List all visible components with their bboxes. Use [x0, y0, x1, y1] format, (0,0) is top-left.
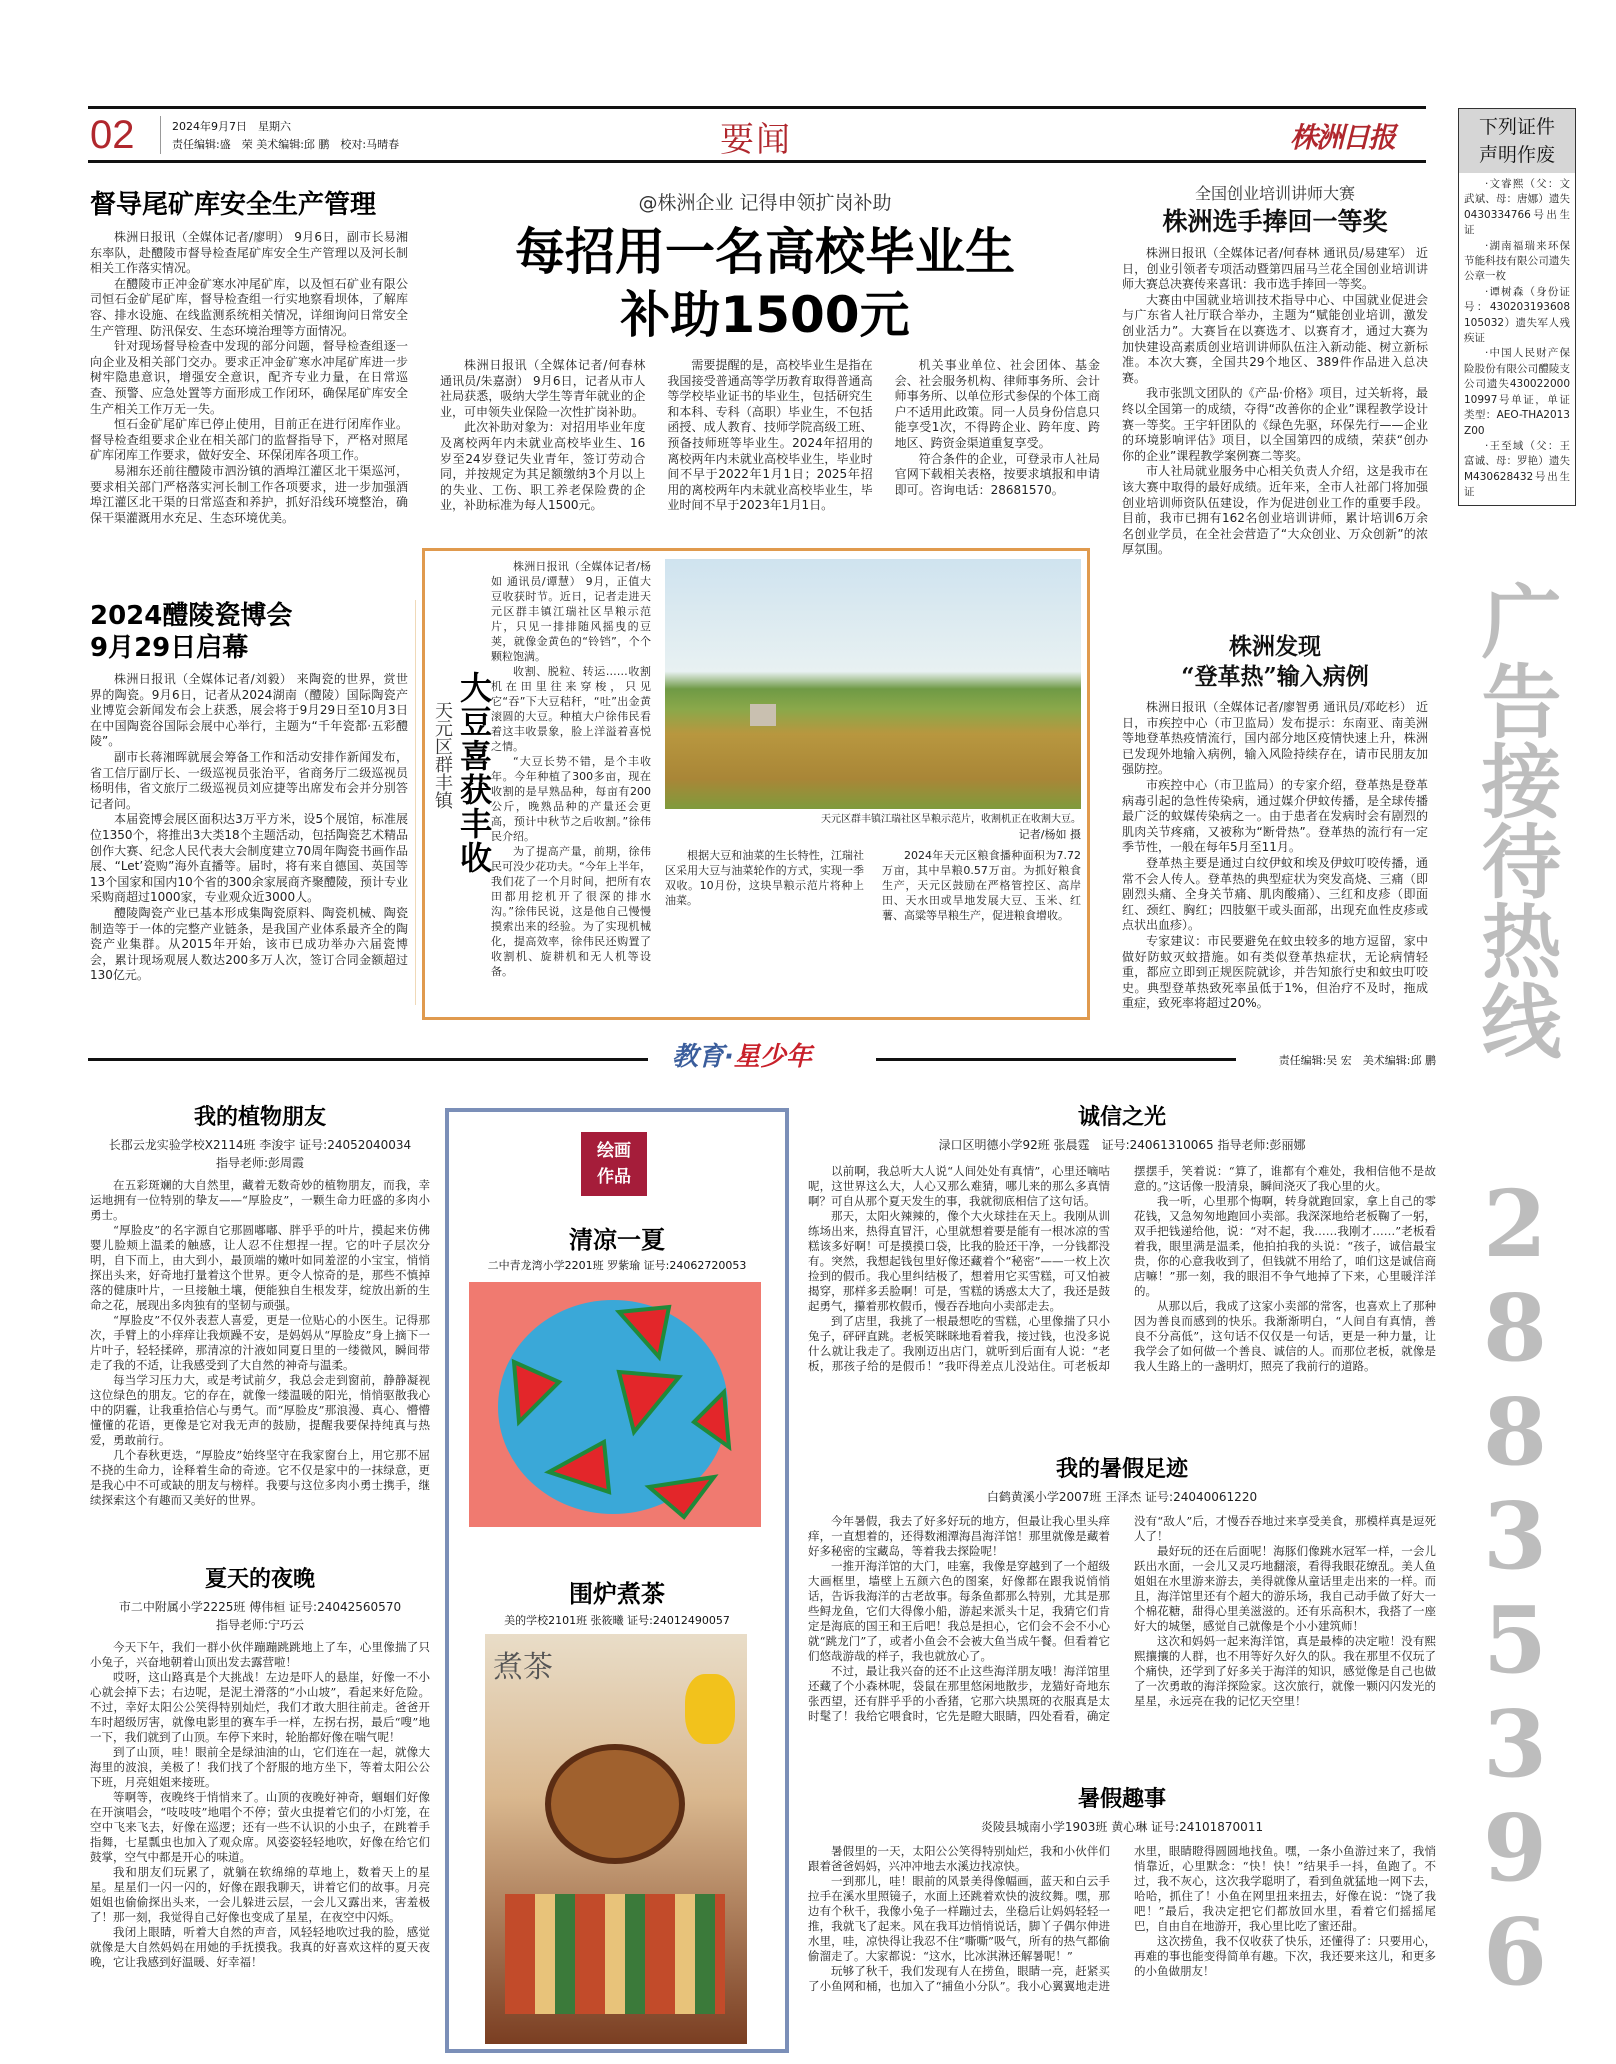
headline-line-1: 株洲发现 — [1229, 633, 1321, 660]
paragraph: 哎呀，这山路真是个大挑战！左边是吓人的悬崖，好像一不小心就会掉下去；右边呢，是泥土滑落的“小山坡”，看起来好危险。不过，幸好太阳公公笑得特别灿烂，我们才敢大胆往前走。爸爸开车时超级厉害，就像电影里的赛车手一样，左拐右拐，最后“嗖”地一下，我们就到了山顶。车停下来时，轮胎都好像在喘气呢！ — [90, 1670, 430, 1744]
headline: 督导尾矿库安全生产管理 — [90, 190, 377, 220]
paragraph: 我一听，心里那个悔啊，转身就跑回家，拿上自己的零花钱，又急匆匆地跑回小卖部。我深深地给老板鞠了一躬，双手把钱递给他，说：“对不起，我……我刚才……”老板看着我，眼里满是温柔，他拍拍我的头说：“孩子，诚信最宝贵，你的心意我收到了，但钱就不用给了，咱们这是诚信商店嘛！”那一刻，我的眼泪不争气地掉了下来，心里暖洋洋的。 — [1134, 1194, 1436, 1298]
paragraph: 大赛由中国就业培训技术指导中心、中国就业促进会与广东省人社厅联合举办，主题为“赋能创业培训，激发创业活力”。大赛旨在以赛选才、以赛育才，通过大赛为加快建设高素质创业培训讲师队伍注入新动能、树立新标准。本次大赛，全国共29个地区、389件作品进入总决赛。 — [1122, 292, 1428, 385]
paragraph: 暑假里的一天，太阳公公笑得特别灿烂，我和小伙伴们跟着爸爸妈妈，兴冲冲地去水溪边找凉快。 — [808, 1844, 1110, 1873]
paragraph: 最好玩的还在后面呢！海豚们像跳水冠军一样，一会儿跃出水面，一会儿又灵巧地翻滚，看得我眼花缭乱。美人鱼姐姐在水里游来游去，美得就像从童话里走出来的一样。而且，海洋馆里还有个超大的游乐场，我自己动手做了好大一个棉花糖，甜得心里美滋滋的。还有乐高积木，我搭了一座好大的城堡，感觉自己就像是个小小建筑师！ — [1134, 1544, 1436, 1633]
tea-pot — [545, 1744, 685, 1864]
lead-body — [440, 358, 1100, 514]
top-rule — [88, 106, 1426, 109]
ad-hotline — [1460, 480, 1570, 2002]
section-rule-right — [876, 1058, 1236, 1061]
paragraph: 登革热主要是通过白纹伊蚊和埃及伊蚊叮咬传播，通常不会人传人。登革热的典型症状为突发高烧、三痛（即剧烈头痛、全身关节痛、肌肉酸痛）、三红和皮疹（即面红、颈红、胸红；四肢躯干或头面部，出现充血性皮疹或点状出血疹）。 — [1122, 855, 1428, 933]
paragraph: 在五彩斑斓的大自然里，藏着无数奇妙的植物朋友，而我，幸运地拥有一位特别的挚友——“厚脸皮”，一颗生命力旺盛的多肉小勇士。 — [90, 1178, 430, 1222]
paragraph: 醴陵陶瓷产业已基本形成集陶瓷原料、陶瓷机械、陶瓷制造等于一体的完整产业链条，是我国产业体系最齐全的陶瓷产业集群。从2015年开始，该市已成功举办六届瓷博会，累计现场观展人数达200多万人次，签订合同金额超过130亿元。 — [90, 905, 408, 983]
paragraph: 机关事业单位、社会团体、基金会、社会服务机构、律师事务所、会计师事务所、以单位形式参保的个体工商户不适用此政策。同一人员身份信息只能享受1次，不得跨企业、跨年度、跨地区、跨资金渠道重复享受。 — [894, 358, 1100, 450]
essay-body — [90, 1640, 430, 1970]
soybean-field-photo — [665, 559, 1081, 809]
feature-headline: 大豆喜获丰收 — [455, 671, 493, 875]
essay-title: 诚信之光 — [1077, 1105, 1166, 1130]
paragraph: 等啊等，夜晚终于悄悄来了。山顶的夜晚好神奇，蝈蝈们好像在开演唱会，“吱吱吱”地唱个不停；萤火虫提着它们的小灯笼，在空中飞来飞去，好像在巡逻；还有一些不认识的小虫子，在跳着手指舞，七星瓢虫也加入了观众席。风姿姿轻轻地吹，好像在给它们鼓掌，空气中都是开心的味道。 — [90, 1790, 430, 1864]
paragraph: 以前啊，我总听大人说“人间处处有真情”，心里还嘀咕呢，这世界这么大，人心又那么难猜，哪儿来的那么多真情啊？可自从那个夏天发生的事，我就彻底相信了这句话。 — [808, 1164, 1110, 1208]
article-body — [1122, 246, 1428, 558]
harvester — [750, 704, 776, 726]
paragraph: 市疾控中心（市卫监局）的专家介绍，登革热是登革病毒引起的急性传染病，通过媒介伊蚊传播，是全球传播最广泛的蚊媒传染病之一。由于患者在发病时会有剧烈的肌肉关节疼痛，又被称为“断骨热”。登革热的流行有一定季节性，一般在每年5月至11月。 — [1122, 777, 1428, 855]
notice-item: ·文睿熙（父：文武斌、母：唐娜）遗失0430334766号出生证 — [1464, 178, 1570, 237]
paragraph: 那天，太阳火辣辣的，像个大火球挂在天上。我刚从训练场出来，热得直冒汗，心里就想着要是能有一根冰凉的雪糕该多好啊！可是摸摸口袋，比我的脸还干净，一分钱都没有。突然，我想起钱包里好像还藏着个“秘密”——一枚上次捡到的假币。我心里纠结极了，想着用它买雪糕，可又怕被揭穿，那样多丢脸啊！可是，雪糕的诱惑太大了，我还是鼓起勇气，攥着那枚假币，慢吞吞地向小卖部走去。 — [808, 1209, 1110, 1313]
essay-summer-fun — [808, 1786, 1436, 1994]
essay-teacher: 指导老师:彭周霞 — [215, 1156, 305, 1170]
lost-documents-notice — [1458, 108, 1576, 506]
paragraph: 从那以后，我成了这家小卖部的常客，也喜欢上了那种因为善良而感到的快乐。我渐渐明白，“人间自有真情，善良不分高低”，这句话不仅仅是一句话，更是一种力量，让我学会了如何做一个善良、诚信的人。而那位老板，就像是我人生路上的一盏明灯，照亮了我前行的道路。 — [1134, 1299, 1436, 1373]
food-plates — [505, 1894, 725, 2014]
paragraph: 一推开海洋馆的大门，哇塞，我像是穿越到了一个超级大画框里，墙壁上五颜六色的图案，好像都在跟我说悄悄话，告诉我海洋的古老故事。每条鱼都那么特别，尤其是那些鲟龙鱼，它们大得像小船，游起来派头十足，我猜它们肯定是海底的国王和王后吧！我总是担心，它们会不会不小心就“跳龙门”了，或者小鱼会不会被大鱼当成午餐。但看着它们悠哉游哉的样子，我也就放心了。 — [808, 1559, 1110, 1663]
paragraph: 到了店里，我挑了一根最想吃的雪糕，心里像揣了只小兔子，砰砰直跳。老板笑眯眯地看着我，接过钱，也没多说什么就让我走了。我刚迈出店门，就听到后面有人说：“老板，那孩子给的是假币！”我吓得差点儿没站住。可老板却摆摆手，笑着说：“算了，谁都有个难处，我相信他不是故意的。”这话像一股清泉，瞬间浇灭了我心里的火。 — [808, 1164, 1436, 1373]
lead-headline-line-2: 补助1500元 — [620, 286, 910, 344]
paragraph: 株洲日报讯（全媒体记者/廖智勇 通讯员/邓屹杉） 近日，市疾控中心（市卫监局）发布提示：东南亚、南美洲等地登革热疫情流行，国内部分地区疫情快速上升，株洲已发现外地输入病例，输入风险持续存在，请市民朋友加强防控。 — [1122, 700, 1428, 777]
paragraph: 不过，最让我兴奋的还不止这些海洋朋友哦！海洋馆里还藏了个小森林呢，袋鼠在那里悠闲地散步，龙猫好奇地东张西望，还有胖乎乎的小香猪，它那六块黑斑的衣服真是太时髦了！我给它喂食时，它先是瞪大眼睛，四处看看，确定没有“敌人”后，才慢吞吞地过来享受美食，那模样真是逗死人了！ — [808, 1514, 1436, 1723]
essay-byline: 长郡云龙实验学校X2114班 李浚宇 证号:24052040034 — [108, 1138, 412, 1152]
artwork-title: 围炉煮茶 — [569, 1579, 665, 1608]
headline-line-2: 9月29日启幕 — [90, 633, 249, 663]
notice-item: ·湖南福瑞来环保节能科技有限公司遗失公章一枚 — [1464, 239, 1570, 283]
paragraph: 2024年天元区粮食播种面积为7.72万亩，其中旱粮0.57万亩。为抓好粮食生产，天元区鼓励在严格管控区、高岸田、天水田或旱地发展大豆、玉米、红薯、高粱等旱粮生产，促进粮食增收。 — [882, 849, 1081, 922]
photo-caption: 天元区群丰镇江瑞社区旱粮示范片，收割机正在收割大豆。 — [821, 814, 1081, 825]
notice-item: ·中国人民财产保险股份有限公司醴陵支公司遗失43002200010997号单证，单证类型：AEO-THA2013Z00 — [1464, 347, 1570, 437]
paragraph: 符合条件的企业，可登录市人社局官网下载相关表格，按要求填报和申请即可。咨询电话：28681570。 — [894, 451, 1100, 497]
lead-kicker: @株洲企业 记得申领扩岗补助 — [638, 192, 892, 214]
article-body — [1122, 700, 1428, 1012]
badge-line-1: 绘画 — [597, 1141, 631, 1161]
essay-body — [808, 1514, 1436, 1724]
paragraph: 每当学习压力大，或是考试前夕，我总会走到窗前，静静凝视这位绿色的朋友。它的存在，就像一缕温暖的阳光，悄悄驱散我心中的阴霾，让我重拾信心与勇气。而“厚脸皮”那浪漫、真心、懵懵懂懂的花语，更像是它对我无声的鼓励，提醒我要保持纯真与热爱，勇敢前行。 — [90, 1373, 430, 1447]
paragraph: 今天下午，我们一群小伙伴蹦蹦跳跳地上了车，心里像揣了只小兔子，兴奋地朝着山顶出发去露营啦！ — [90, 1640, 430, 1669]
paragraph: 今年暑假，我去了好多好玩的地方，但最让我心里头痒痒，一直想着的，还得数湘潭海昌海洋馆！那里就像是藏着好多秘密的宝藏岛，等着我去探险呢！ — [808, 1514, 1110, 1558]
article-dengue — [1122, 632, 1428, 1012]
paragraph: 本届瓷博会展区面积达3万平方米，设5个展馆，标准展位1350个，将推出3大类18个主题活动，包括陶瓷艺术精品创作大赛、纪念人民代表大会制度建立70周年陶瓷书画作品展、“Let’瓷购”海外直播等。届时，将有来自德国、英国等13个国家和国内10个省的300余家展商齐聚醴陵，预计专业采购商超过1000家，专业观众近3000人。 — [90, 812, 408, 905]
section-editor-credits: 责任编辑:吴 宏 美术编辑:邱 鹏 — [1278, 1054, 1436, 1067]
paragraph: 玩够了秋千，我们发现有人在捞鱼，眼睛一亮，赶紧买了小鱼网和桶，也加入了“捕鱼小分队”。我小心翼翼地走进水里，眼睛瞪得圆圆地找鱼。嘿，一条小鱼游过来了，我悄悄靠近，心里默念：“快！快！”结果手一抖，鱼跑了。不过，我不灰心，这次我学聪明了，看到鱼就猛地一网下去，哈哈，抓住了！小鱼在网里扭来扭去，好像在说：“饶了我吧！”最后，我决定把它们都放回水里，看着它们摇摇尾巴，自由自在地游开，我心里比吃了蜜还甜。 — [808, 1844, 1436, 1993]
column-divider — [415, 600, 416, 1005]
watermelon-painting — [469, 1282, 761, 1527]
feature-right-block — [665, 559, 1081, 923]
editor-credits: 责任编辑:盛 荣 美术编辑:邱 鹏 校对:马晴春 — [172, 138, 400, 151]
paragraph: 这次捞鱼，我不仅收获了快乐，还懂得了：只要用心，再难的事也能变得简单有趣。下次，我还要来这儿，和更多的小鱼做朋友！ — [1134, 1934, 1436, 1978]
section-rule-left — [88, 1058, 648, 1061]
article-tailings-safety — [90, 188, 408, 526]
divider — [160, 116, 161, 154]
paragraph: 针对现场督导检查中发现的部分问题，督导检查组逐一向企业及相关部门交办。要求正冲金矿寒水冲尾矿库进一步树牢隐患意识，增强安全意识，配齐专业力量，在日常巡查、预警、应急处置等方面形成工作闭环，确保尾矿库安全生产相关工作万无一失。 — [90, 339, 408, 416]
tea-painting — [485, 1634, 747, 2044]
paragraph: 收割、脱粒、转运……收割机在田里往来穿梭，只见它“吞”下大豆秸秆，“吐”出金黄滚圆的大豆。种植大户徐伟民看着这丰收景象，脸上洋溢着喜悦之情。 — [491, 665, 651, 753]
notice-item: ·谭树森（身份证号：430203193608105032）遗失军人残疾证 — [1464, 285, 1570, 345]
notice-title-2: 声明作废 — [1478, 144, 1555, 166]
paragraph: 此次补助对象为：对招用毕业年度及离校两年内未就业高校毕业生、16岁至24岁登记失业青年，签订劳动合同，并按规定为其足额缴纳3个月以上的失业、工伤、职工养老保险费的企业，补助标准为每人1500元。 — [440, 420, 646, 513]
article-body — [90, 672, 408, 984]
badge-line-2: 作品 — [597, 1167, 631, 1187]
article-body — [90, 230, 408, 526]
paragraph: “大豆长势不错，是个丰收年。今年种植了300多亩，现在收割的是早熟品种，每亩有200公斤，晚熟品种的产量还会更高，预计中秋节之后收割。”徐伟民介绍。 — [491, 755, 651, 843]
paragraph: 副市长蒋湘晖就展会筹备工作和活动安排作新闻发布，省工信厅副厅长、一级巡视员张治平，省商务厅二级巡视员杨明伟，省文旅厅二级巡视员刘应捷等出席发布会并分别答记者问。 — [90, 749, 408, 811]
article-training-contest — [1122, 184, 1428, 558]
essay-byline: 炎陵县城南小学1903班 黄心琳 证号:24101870011 — [980, 1820, 1264, 1834]
paragraph: 专家建议：市民要避免在蚊虫较多的地方逗留，家中做好防蚊灭蚊措施。如有类似登革热症状，无论病情轻重，都应立即到正规医院就诊，并告知旅行史和蚊虫叮咬史。典型登革热致死率虽低于1%，但治疗不及时，拖成重症，致死率将超过20%。 — [1122, 933, 1428, 1011]
paragraph: 易湘东还前往醴陵市泗汾镇的酒埠江灌区北干渠巡河，要求相关部门严格落实河长制工作各项要求，进一步加强酒埠江灌区北干渠的日常巡查和养护，抓好沿线环境整治，确保干渠灌溉用水充足、生态环境优美。 — [90, 463, 408, 525]
lead-headline-line-1: 每招用一名高校毕业生 — [515, 223, 1015, 281]
paragraph: 市人社局就业服务中心相关负责人介绍，这是我市在该大赛中取得的最好成绩。近年来，全市人社部门将加强创业培训师资队伍建设，作为促进创业工作的重要手段。目前，我市已拥有162名创业培训讲师，累计培训6万余名创业学员，在全社会营造了“大众创业、万众创新”的浓厚氛围。 — [1122, 464, 1428, 557]
artwork-box — [445, 1108, 789, 2053]
paragraph: 几个春秋更迭，“厚脸皮”始终坚守在我家窗台上，用它那不屈不挠的生命力，诠释着生命的奇迹。它不仅是家中的一抹绿意，更是我心中不可或缺的朋友与榜样。我要与这位多肉小勇士携手，继续探索这个有趣而又美好的世界。 — [90, 1448, 430, 1507]
essay-byline: 白鹤黄溪小学2007班 王泽杰 证号:24040061220 — [986, 1490, 1258, 1504]
soybean-feature-box — [422, 548, 1090, 1020]
artwork-byline: 二中青龙湾小学2201班 罗紫瑜 证号:24062720053 — [487, 1259, 747, 1272]
feature-subheadline: 天元区群丰镇 — [432, 701, 453, 809]
essay-title: 我的暑假足迹 — [1055, 1457, 1188, 1482]
essay-body — [808, 1164, 1436, 1374]
artwork-badge — [581, 1132, 647, 1196]
kicker: 全国创业培训讲师大赛 — [1194, 184, 1355, 203]
essay-title: 夏天的夜晚 — [204, 1567, 315, 1592]
paragraph: 需要提醒的是，高校毕业生是指在我国接受普通高等学历教育取得普通高等学校毕业证书的毕业生，包括研究生和本科、专科（高职）毕业生，不包括函授、成人教育、技师学院高级工班、预备技师班等毕业生。2024年招用的离校两年内未就业高校毕业生，毕业时间不早于2022年1月1日；2025年招用的离校两年内未就业高校毕业生，毕业时间不早于2023年1月1日。 — [667, 358, 873, 513]
page-number: 02 — [90, 113, 135, 157]
headline: 株洲选手捧回一等奖 — [1162, 207, 1388, 236]
paragraph: 在醴陵市正冲金矿寒水冲尾矿库，以及恒石矿业有限公司恒石金矿尾矿库，督导检查组一行实地察看坝体，了解库容、排水设施、在线监测系统相关情况，详细询问日常安全生产管理、防汛保安、生态环境治理等方面情况。 — [90, 276, 408, 338]
notice-title-1: 下列证件 — [1478, 116, 1555, 138]
paragraph: 株洲日报讯（全媒体记者/刘毅） 来陶瓷的世界，赏世界的陶瓷。9月6日，记者从2024湖南（醴陵）国际陶瓷产业博览会新闻发布会上获悉，展会将于9月29日至10月3日在中国陶瓷谷国际会展中心举行，主题为“千年瓷都·五彩醴陵”。 — [90, 672, 408, 749]
paragraph: 一到那儿，哇！眼前的风景美得像幅画，蓝天和白云手拉手在溪水里照镜子，水面上还跳着欢快的波纹舞。嘿，那边有个秋千，我像小兔子一样蹦过去，坐稳后让妈妈轻轻一推，我就飞了起来。风在我耳边悄悄说话，脚丫子偶尔伸进水里，哇，凉快得让我忍不住“嘶嘶”吸气，所有的热气都偷偷溜走了。大家都说：“这水，比冰淇淋还解暑呢！” — [808, 1874, 1110, 1963]
artwork-byline: 美的学校2101班 张筱曦 证号:24012490057 — [504, 1614, 730, 1627]
logo-part-star: 星少年 — [733, 1042, 812, 1072]
artwork-title: 清凉一夏 — [569, 1225, 665, 1254]
photo-credit: 记者/杨如 摄 — [1018, 828, 1081, 841]
paragraph: 根据大豆和油菜的生长特性，江瑞社区采用大豆与油菜轮作的方式，实现一季双收。10月份，这块旱粮示范片将种上油菜。 — [665, 849, 864, 907]
newspaper-logo: 株洲日报 — [1290, 121, 1395, 154]
paragraph: 株洲日报讯（全媒体记者/何春林 通讯员/朱嘉澍） 9月6日，记者从市人社局获悉，吸纳大学生等青年就业的企业，可申领失业保险一次性扩岗补助。 — [440, 358, 646, 419]
painted-title: 煮茶 — [493, 1650, 553, 1685]
logo-part-edu: 教育· — [672, 1042, 734, 1072]
paragraph: “厚脸皮”的名字源自它那圆嘟嘟、胖乎乎的叶片，摸起来仿佛婴儿脸颊上温柔的触感，让人忍不住想捏一捏。它的叶子层次分明，自下而上，由大到小，最顶端的嫩叶如同羞涩的小宝宝，悄悄探出头来，好奇地打量着这个世界。更令人惊奇的是，那些不慎掉落的健康叶片，一旦接触土壤，便能独自生根发芽，绽放出新的生命之花，展现出多肉独有的坚韧与顽强。 — [90, 1223, 430, 1312]
feature-body-continued — [665, 848, 1081, 923]
paragraph: 我闭上眼睛，听着大自然的声音，风轻轻地吹过我的脸，感觉就像是大自然妈妈在用她的手抚摸我。我真的好喜欢这样的夏天夜晚，它让我感到好温暖、好幸福！ — [90, 1925, 430, 1969]
paragraph: 株洲日报讯（全媒体记者/廖明） 9月6日，副市长易湘东率队，赴醴陵市督导检查尾矿库安全生产管理以及河长制相关工作落实情况。 — [90, 230, 408, 276]
feature-body — [491, 559, 651, 979]
essay-body — [90, 1178, 430, 1508]
article-ceramics-expo — [90, 600, 408, 984]
paragraph: 到了山顶，哇！眼前全是绿油油的山，它们连在一起，就像大海里的波浪，美极了！我们找了个舒服的地方坐下，等着太阳公公下班，月亮姐姐来接班。 — [90, 1745, 430, 1789]
notice-item: ·王至域（父：王富诚、母：罗艳）遗失M430628432号出生证 — [1464, 439, 1570, 499]
paragraph: 株洲日报讯（全媒体记者/杨如 通讯员/谭慧） 9月，正值大豆收获时节。近日，记者走进天元区群丰镇江瑞社区旱粮示范片，只见一排排随风摇曳的豆荚，就像金黄色的“铃铛”，个个颗粒饱满。 — [491, 560, 651, 663]
essay-title: 我的植物朋友 — [193, 1105, 326, 1130]
essay-plant-friend — [90, 1104, 430, 1508]
headline-line-1: 2024醴陵瓷博会 — [90, 601, 293, 631]
paragraph: “厚脸皮”不仅外表惹人喜爱，更是一位贴心的小医生。记得那次，手臂上的小痒痒让我烦躁不安，是妈妈从“厚脸皮”身上摘下一片叶子，轻轻揉碎，那清凉的汁液如同夏日里的一缕微风，瞬间带走了我的不适，让我感受到了大自然的神奇与温柔。 — [90, 1313, 430, 1372]
ad-phone: 28835396 — [1461, 1170, 1569, 2002]
essay-byline: 渌口区明德小学92班 张晨霆 证号:24061310065 指导老师:彭丽娜 — [938, 1138, 1306, 1152]
essay-title: 暑假趣事 — [1077, 1787, 1166, 1812]
section-title: 要闻 — [720, 120, 792, 160]
essay-summer-night — [90, 1566, 430, 1970]
notice-header — [1459, 109, 1575, 173]
issue-date: 2024年9月7日 星期六 — [172, 120, 291, 133]
essay-honesty — [808, 1104, 1436, 1374]
ad-text: 广告接待热线 — [1468, 580, 1562, 1060]
paragraph: 我和朋友们玩累了，就躺在软绵绵的草地上，数着天上的星星。星星们一闪一闪的，好像在跟我聊天，讲着它们的故事。月亮姐姐也偷偷探出头来，一会儿躲进云层，一会儿又露出来，害羞极了！那一刻，我觉得自己好像也变成了星星，在夜空中闪烁。 — [90, 1865, 430, 1924]
essay-summer-footprints — [808, 1456, 1436, 1724]
bananas — [685, 1674, 735, 1744]
essay-byline: 市二中附属小学2225班 傅伟桓 证号:24042560570 — [118, 1600, 402, 1614]
essay-body — [808, 1844, 1436, 1994]
education-section-logo — [672, 1040, 812, 1074]
paragraph: 为了提高产量，前期，徐伟民可没少花功夫。“今年上半年，我们花了一个月时间，把所有农田都用挖机开了很深的排水沟。”徐伟民说，这是他自己慢慢摸索出来的经验。为了实现机械化，提高效率，徐伟民还购置了收割机、旋耕机和无人机等设备。 — [491, 845, 651, 978]
essay-teacher: 指导老师:宁巧云 — [215, 1618, 305, 1632]
paragraph: 恒石金矿尾矿库已停止使用，目前正在进行闭库作业。督导检查组要求企业在相关部门的监督指导下，严格对照尾矿库闭库工作要求，做好安全、环保闭库各项工作。 — [90, 417, 408, 463]
headline-line-2: “登革热”输入病例 — [1181, 663, 1369, 690]
paragraph: 这次和妈妈一起来海洋馆，真是最棒的决定啦！没有熙熙攘攘的人群，也不用等好久好久的队。我在那里不仅玩了个痛快，还学到了好多关于海洋的知识，感觉像是自己也做了一次勇敢的海洋探险家。这次旅行，就像一颗闪闪发光的星星，永远亮在我的记忆天空里！ — [1134, 1634, 1436, 1708]
paragraph: 株洲日报讯（全媒体记者/何春林 通讯员/易建军） 近日，创业引领者专项活动暨第四届马兰花全国创业培训讲师大赛总决赛传来喜讯：我市选手捧回一等奖。 — [1122, 246, 1428, 292]
paragraph: 我市张凯文团队的《产品·价格》项目，过关斩将，最终以全国第一的成绩，夺得“改善你的企业”课程教学设计赛一等奖。王宇轩团队的《绿色先驱，环保先行——企业的环境影响评估》项目，以全国第四的成绩，荣获“创办你的企业”课程教学案例赛二等奖。 — [1122, 386, 1428, 463]
